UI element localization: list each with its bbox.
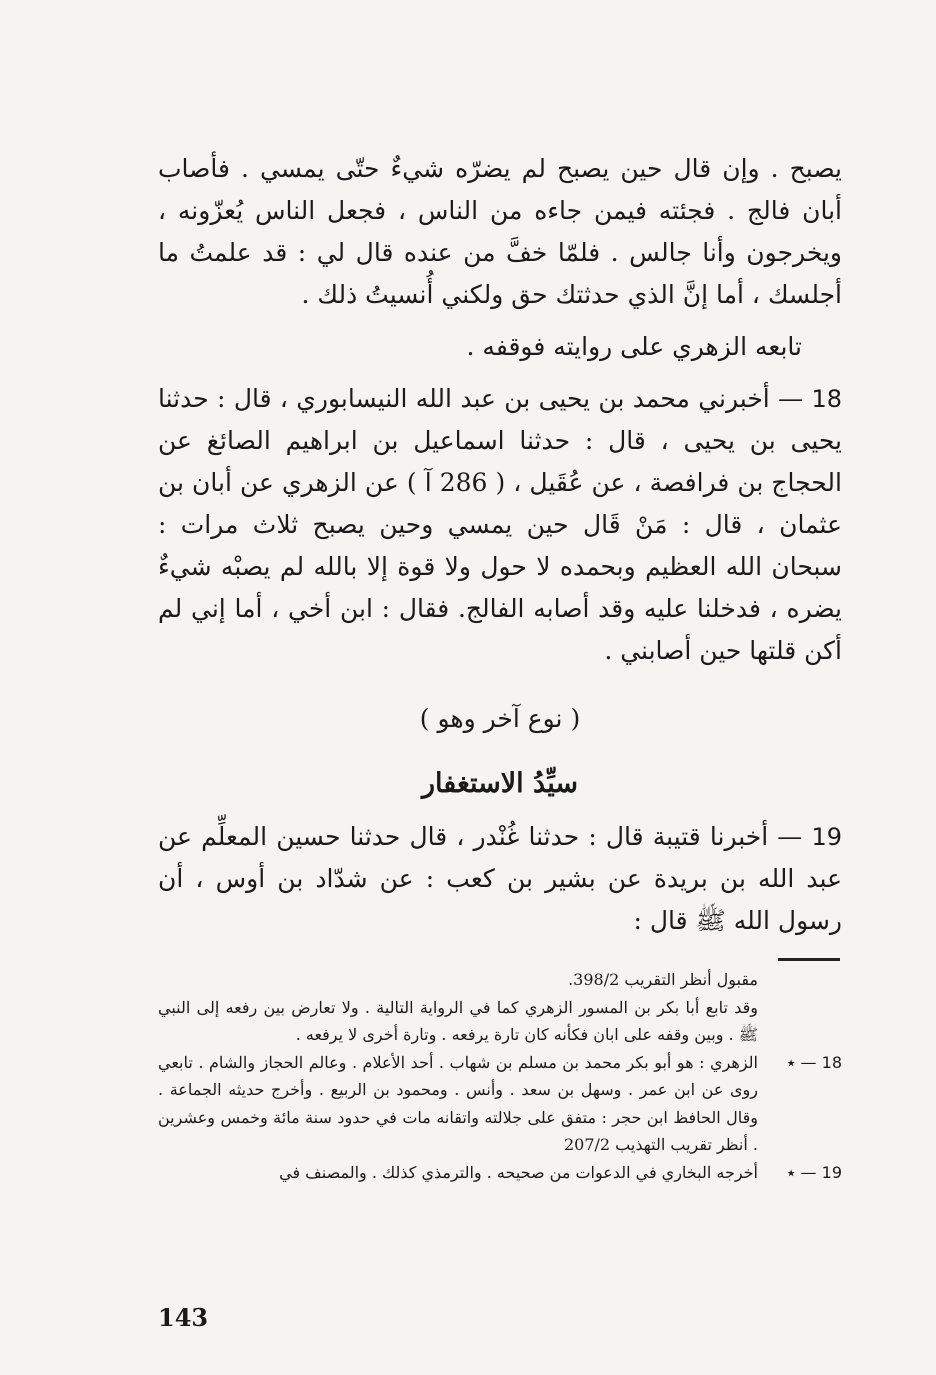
footnote-18 bbox=[158, 1049, 842, 1159]
paragraph-mutabaah: تابعه الزهري على روايته فوقفه . bbox=[466, 332, 802, 361]
footnote-text: الزهري : هو أبو بكر محمد بن مسلم بن شهاب . أحد الأعلام . وعالم الحجاز والشام . تابعي روى عن ابن عمر . وسهل بن سعد . وأنس . ومحمود بن الربيع . وأخرج حديثه الجماعة . وقال الحافظ ابن حجر : متفق على جلالته واتقانه مات في حدود سنة مائة وخمس وعشرين . أنظر تقريب التهذيب 207/2 bbox=[158, 1052, 758, 1154]
main-text bbox=[158, 148, 842, 942]
footnotes bbox=[158, 966, 842, 1186]
footnote-text: وقد تابع أبا بكر بن المسور الزهري كما في الرواية التالية . ولا تعارض بين رفعه إلى النبي ﷺ . وبين وقفه على ابان فكأنه كان تارة يرفعه . وتارة أخرى لا يرفعه . bbox=[158, 997, 758, 1044]
footnote-label: 19 — ٭ bbox=[786, 1162, 842, 1182]
hadith-number: 19 bbox=[811, 823, 842, 851]
footnote-divider bbox=[778, 958, 840, 961]
page-number: 143 bbox=[158, 1303, 209, 1332]
footnote-text: أخرجه البخاري في الدعوات من صحيحه . والترمذي كذلك . والمصنف في bbox=[279, 1162, 758, 1182]
hadith-number: 18 bbox=[811, 385, 842, 413]
section-subtitle: ( نوع آخر وهو ) bbox=[419, 704, 581, 733]
footnote-17 bbox=[158, 966, 842, 1049]
section-title: سيِّدُ الاستغفار bbox=[422, 768, 578, 799]
hadith-text: — أخبرني محمد بن يحيى بن عبد الله النيسابوري ، قال : حدثنا يحيى بن يحيى ، قال : حدثنا اسماعيل بن ابراهيم الصائغ عن الحجاج بن فرافصة ، عن عُقَيل ، ( 286 آ ) عن الزهري عن أبان بن عثمان ، قال : مَنْ قَال حين يمسي وحين يصبح ثلاث مرات : سبحان الله العظيم وبحمده لا حول ولا قوة إلا بالله لم يصبْه شيءٌ يضره ، فدخلنا عليه وقد أصابه الفالج. فقال : ابن أخي ، أما إني لم أكن قلتها حين أصابني . bbox=[158, 384, 842, 665]
hadith-18 bbox=[158, 378, 842, 672]
footnote-text: مقبول أنظر التقريب 398/2. bbox=[568, 970, 758, 989]
footnote-19 bbox=[158, 1159, 842, 1187]
hadith-19 bbox=[158, 816, 842, 942]
paragraph-continuation: يصبح . وإن قال حين يصبح لم يضرّه شيءٌ حتّى يمسي . فأصاب أبان فالج . فجئته فيمن جاءه من الناس ، فجعل الناس يُعزّونه ، ويخرجون وأنا جالس . فلمّا خفَّ من عنده قال لي : قد علمتُ ما أجلسك ، أما إنَّ الذي حدثتك حق ولكني أُنسيتُ ذلك . bbox=[158, 154, 842, 309]
footnote-label: 18 — ٭ bbox=[786, 1052, 842, 1072]
hadith-text: — أخبرنا قتيبة قال : حدثنا غُنْدر ، قال حدثنا حسين المعلِّم عن عبد الله بن بريدة عن بشير بن كعب : عن شدّاد بن أوس ، أن رسول الله ﷺ قال : bbox=[158, 822, 842, 935]
